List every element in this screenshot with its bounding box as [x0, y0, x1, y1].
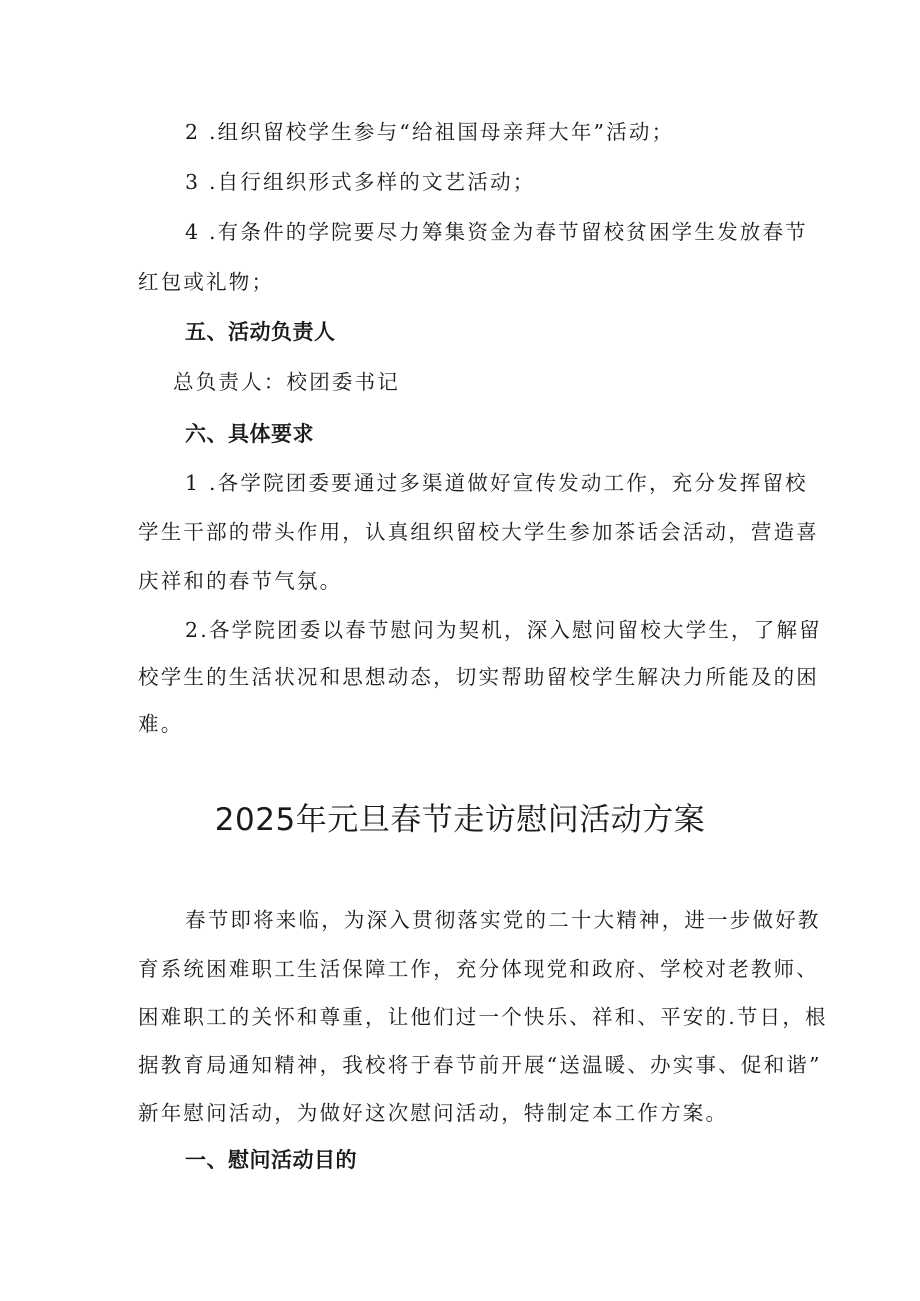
list-item-2: 2 .组织留校学生参与“给祖国母亲拜大年”活动； — [185, 120, 675, 144]
requirement-1-line-3: 庆祥和的春节气氛。 — [138, 569, 343, 593]
requirement-2-line-3: 难。 — [138, 712, 184, 736]
intro-line-4: 据教育局通知精神，我校将于春节前开展“送温暖、办实事、促和谐” — [138, 1053, 822, 1077]
requirement-1-line-2: 学生干部的带头作用，认真组织留校大学生参加茶话会活动，营造喜 — [138, 520, 819, 544]
requirement-1-line-1: 1 .各学院团委要通过多渠道做好宣传发动工作，充分发挥留校 — [185, 471, 808, 495]
intro-line-5: 新年慰问活动，为做好这次慰问活动，特制定本工作方案。 — [138, 1101, 729, 1125]
requirement-2-line-2: 校学生的生活状况和思想动态，切实帮助留校学生解决力所能及的困 — [138, 665, 819, 689]
intro-line-1: 春节即将来临，为深入贯彻落实党的二十大精神，进一步做好教 — [185, 908, 821, 932]
section-heading-1: 一、慰问活动目的 — [185, 1148, 357, 1172]
section-heading-6: 六、具体要求 — [185, 422, 314, 446]
intro-line-2: 育系统困难职工生活保障工作，充分体现党和政府、学校对老教师、 — [138, 957, 819, 981]
list-item-4-line-1: 4 .有条件的学院要尽力筹集资金为春节留校贫困学生发放春节 — [185, 220, 808, 244]
responsible-person: 总负责人：校团委书记 — [173, 370, 400, 394]
section-heading-5: 五、活动负责人 — [185, 320, 336, 344]
list-item-4-line-2: 红包或礼物； — [138, 270, 275, 294]
intro-line-3: 困难职工的关怀和尊重，让他们过一个快乐、祥和、平安的.节日，根 — [138, 1005, 828, 1029]
list-item-3: 3 .自行组织形式多样的文艺活动； — [185, 170, 536, 194]
document-title: 2025年元旦春节走访慰问活动方案 — [214, 802, 706, 838]
requirement-2-line-1: 2.各学院团委以春节慰问为契机，深入慰问留校大学生，了解留 — [185, 618, 822, 642]
